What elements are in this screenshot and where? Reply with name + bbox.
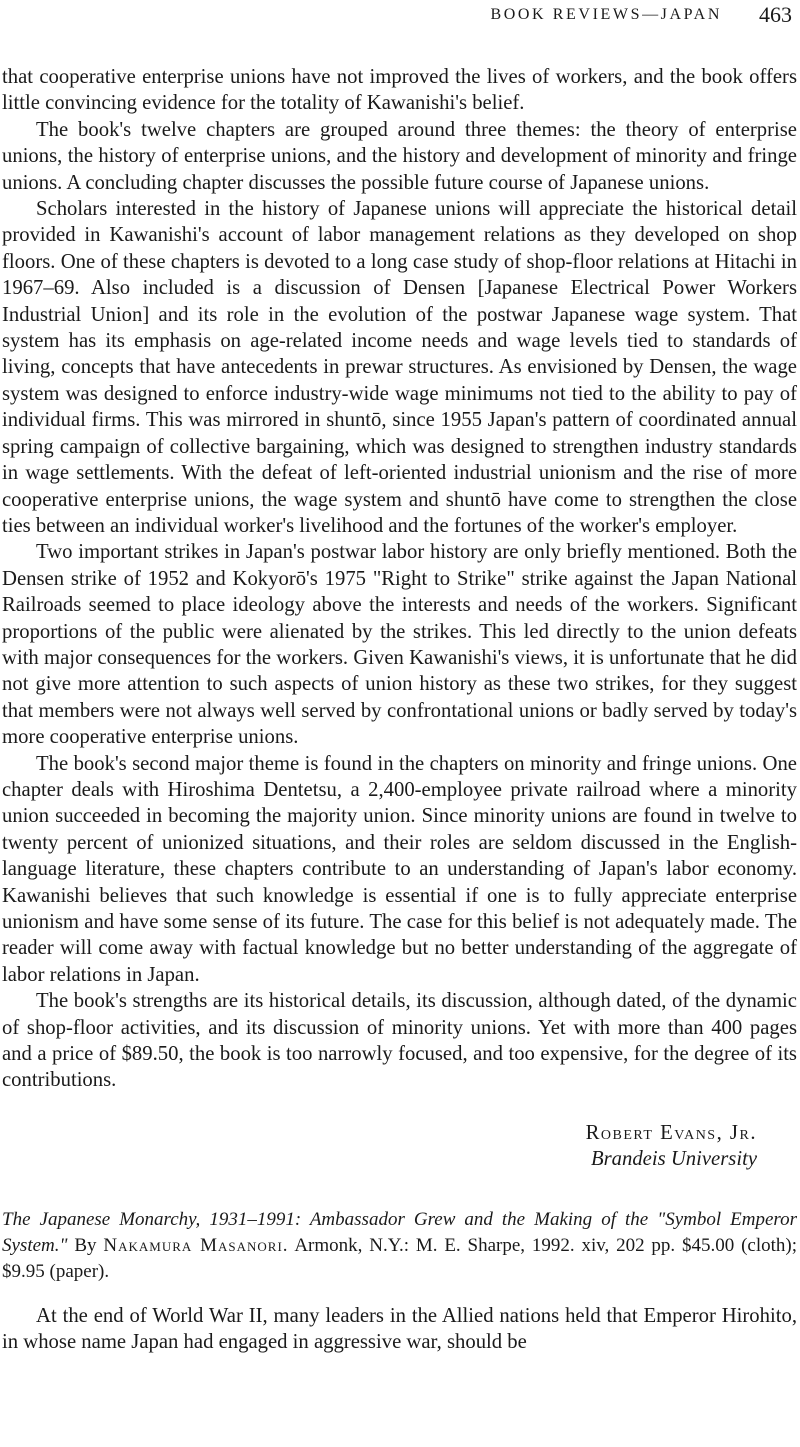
- paragraph: The book's twelve chapters are grouped around three themes: the theory of enterprise unions, the history of enterprise unions, and the history and development of minority and fringe unions. A concluding chapter discusses the possible future course of Japanese unions.: [2, 118, 797, 194]
- next-review-citation: [2, 1207, 797, 1285]
- reviewer-signature: [2, 1120, 797, 1173]
- page-number: 463: [759, 2, 792, 27]
- running-head-title: BOOK REVIEWS—JAPAN: [490, 6, 722, 23]
- by-label: By: [74, 1234, 97, 1256]
- paragraph: The book's second major theme is found in the chapters on minority and fringe unions. One chapter deals with Hiroshima Dentetsu, a 2,400-employee private railroad where a minority union succeeded in becoming the majority union. Since minority unions are found in twelve to twenty percent of unionized situations, and their roles are seldom discussed in the English-language literature, these chapters contribute to an understanding of Japan's labor economy. Kawanishi believes that such knowledge is essential if one is to fully appreciate enterprise unionism and have some sense of its future. The case for this belief is not adequately made. The reader will come away with factual knowledge but no better understanding of the aggregate of labor relations in Japan.: [2, 752, 797, 986]
- book-title: The Japanese Monarchy, 1931–1991: Ambassador Grew and the Making of the "Symbol Emperor System.": [2, 1208, 797, 1256]
- next-review-opening-paragraph: At the end of World War II, many leaders in the Allied nations held that Emperor Hirohito, in whose name Japan had engaged in aggressive war, should be: [2, 1304, 797, 1354]
- paragraph: that cooperative enterprise unions have not improved the lives of workers, and the book offers little convincing evidence for the totality of Kawanishi's belief.: [2, 66, 797, 115]
- paragraph: Two important strikes in Japan's postwar labor history are only briefly mentioned. Both the Densen strike of 1952 and Kokyorō's 1975 "Right to Strike" strike against the Japan National Railroads seemed to place ideology above the interests and needs of the workers. Significant proportions of the public were alienated by the strikes. This led directly to the union defeats with major consequences for the workers. Given Kawanishi's views, it is unfortunate that he did not give more attention to such aspects of union history as these two strikes, for they suggest that members were not always well served by confrontational unions or badly served by today's more cooperative enterprise unions.: [2, 541, 797, 749]
- book-author: Nakamura Masanori.: [103, 1234, 289, 1256]
- reviewer-name: Robert Evans, Jr.: [585, 1121, 757, 1144]
- reviewer-affiliation: Brandeis University: [590, 1148, 757, 1171]
- running-head: [0, 0, 800, 36]
- paragraph: Scholars interested in the history of Japanese unions will appreciate the historical detail provided in Kawanishi's account of labor management relations as they developed on shop floors. One of these chapters is devoted to a long case study of shop-floor relations at Hitachi in 1967–69. Also included is a discussion of Densen [Japanese Electrical Power Workers Industrial Union] and its role in the evolution of the postwar Japanese wage system. That system has its emphasis on age-related income needs and wage levels tied to standards of living, concepts that have antecedents in prewar structures. As envisioned by Densen, the wage system was designed to enforce industry-wide wage minimums not tied to the ability to pay of individual firms. This was mirrored in shuntō, since 1955 Japan's pattern of coordinated annual spring campaign of collective bargaining, which was designed to strengthen industry standards in wage settlements. With the defeat of left-oriented industrial unionism and the rise of more cooperative enterprise unions, the wage system and shuntō have come to strengthen the close ties between an individual worker's livelihood and the fortunes of the worker's employer.: [2, 198, 797, 537]
- paragraph: The book's strengths are its historical details, its discussion, although dated, of the dynamic of shop-floor activities, and its discussion of minority unions. Yet with more than 400 pages and a price of $89.50, the book is too narrowly focused, and too expensive, for the degree of its contributions.: [2, 990, 797, 1092]
- publication-details: Armonk, N.Y.: M. E. Sharpe, 1992. xiv, 202 pp. $45.00 (cloth); $9.95 (paper).: [2, 1234, 798, 1282]
- review-body-text: [2, 64, 797, 1355]
